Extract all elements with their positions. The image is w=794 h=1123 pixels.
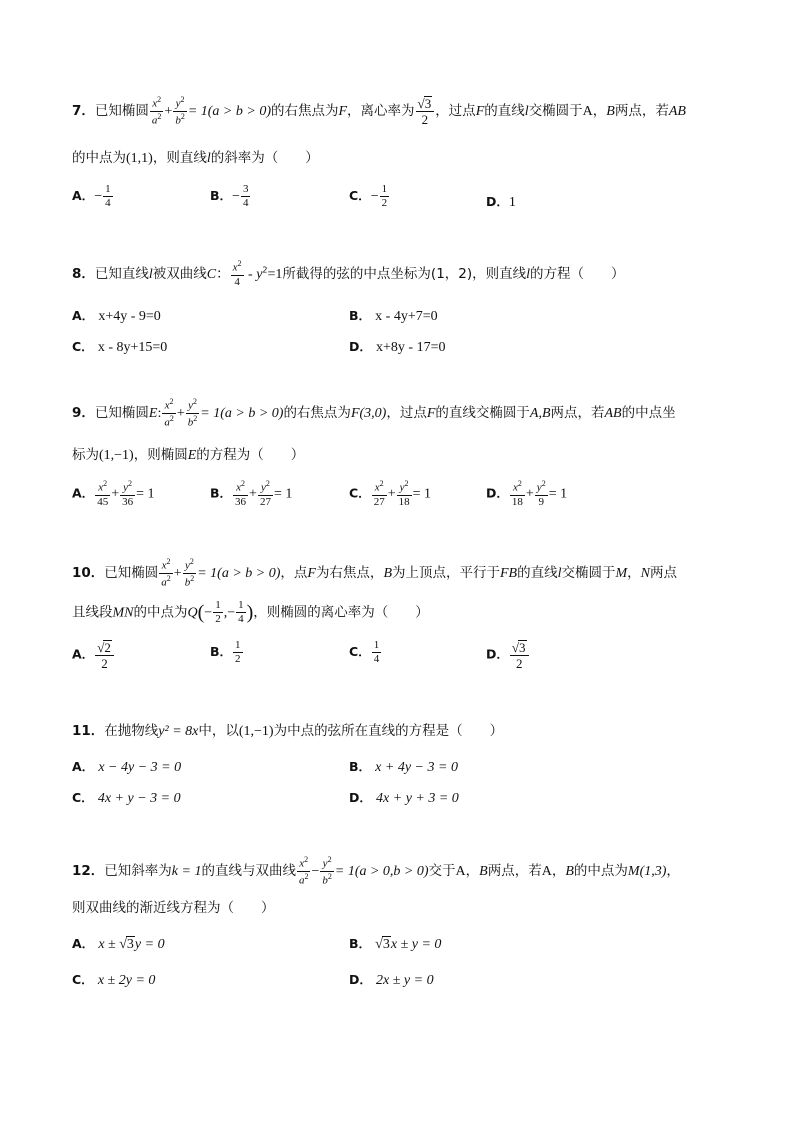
question-8-stem: 8．已知直线l被双曲线C： $\frac{x^2}{4}$ - $y^2=1$所截得的弦的中点坐标为(1，2)，则直线l的方程（ ） xyxy=(72,259,625,288)
eccentricity-fraction: $\frac{√3}{2}$ xyxy=(416,96,435,126)
question-10-stem: 10．已知椭圆 $\frac{x^2}{a^2}$ + $\frac{y^2}{b^2}$ = 1(a > b > 0)，点F为右焦点，B为上顶点，平行于FB的直线l交椭圆于M，N两点 xyxy=(72,557,678,589)
option-a[interactable]: A． x − 4y − 3 = 0 xyxy=(72,759,182,775)
question-9-stem-line2: 标为(1,−1)，则椭圆E的方程为（ ） xyxy=(72,447,305,463)
option-b[interactable]: B． x - 4y+7=0 xyxy=(349,308,438,324)
option-a[interactable]: A．− $\frac{1}{4}$ xyxy=(72,183,111,209)
option-d[interactable]: D． $\frac{x^2}{18}$ + $\frac{y^2}{9}$ = 1 xyxy=(486,479,568,508)
question-7-stem-line2: 的中点为(1,1)，则直线l的斜率为（ ） xyxy=(72,150,319,166)
option-c[interactable]: C． 4x + y − 3 = 0 xyxy=(72,790,181,806)
option-d[interactable]: D． 2x ± y = 0 xyxy=(349,972,434,988)
question-number: 7． xyxy=(72,103,95,120)
ellipse-term-x: $\frac{x^2}{a^2}$ xyxy=(151,95,162,127)
option-a[interactable]: A． $\frac{√2}{2}$ xyxy=(72,640,115,670)
question-12-stem: 12．已知斜率为k = 1的直线与双曲线 $\frac{x^2}{a^2}$ − $\frac{y^2}{b^2}$ = 1(a > 0,b > 0)交于A，B两点，若A，B的中点为M(1,3)， xyxy=(72,855,680,887)
option-b[interactable]: B．− $\frac{3}{4}$ xyxy=(210,183,249,209)
question-9-stem: 9．已知椭圆E: $\frac{x^2}{a^2}$ + $\frac{y^2}{b^2}$ = 1(a > b > 0)的右焦点为F(3,0)，过点F的直线交椭圆于A,B两点，若AB的中点坐 xyxy=(72,397,676,429)
option-c[interactable]: C． x - 8y+15=0 xyxy=(72,339,168,355)
option-a[interactable]: A． x ± √3y = 0 xyxy=(72,936,165,952)
hyperbola-term-x: $\frac{x^2}{4}$ xyxy=(232,259,242,288)
option-d[interactable]: D． $\frac{√3}{2}$ xyxy=(486,640,530,670)
option-c[interactable]: C． $\frac{1}{4}$ xyxy=(349,639,380,665)
option-b[interactable]: B． √3x ± y = 0 xyxy=(349,936,442,952)
option-d[interactable]: D． x+8y - 17=0 xyxy=(349,339,446,355)
question-7-stem: 7．已知椭圆 $\frac{x^2}{a^2}$ + $\frac{y^2}{b^2}$ = 1(a > b > 0)的右焦点为F，离心率为 $\frac{√3}{2}$ ，过点F的直线l交椭圆于A，B两点，若AB xyxy=(72,95,686,128)
option-d[interactable]: D． 4x + y + 3 = 0 xyxy=(349,790,459,806)
question-12-stem-line2: 则双曲线的渐近线方程为（ ） xyxy=(72,900,275,916)
ellipse-term-y: $\frac{y^2}{b^2}$ xyxy=(175,95,185,127)
option-b[interactable]: B． $\frac{x^2}{36}$ + $\frac{y^2}{27}$ = 1 xyxy=(210,479,293,508)
option-c[interactable]: C． $\frac{x^2}{27}$ + $\frac{y^2}{18}$ = 1 xyxy=(349,479,431,508)
question-10-stem-line2: 且线段MN的中点为Q(− $\frac{1}{2}$ ,− $\frac{1}{4}$ )，则椭圆的离心率为（ ） xyxy=(72,599,429,625)
option-b[interactable]: B． $\frac{1}{2}$ xyxy=(210,639,241,665)
option-d[interactable]: D．1 xyxy=(486,194,516,210)
option-b[interactable]: B． x + 4y − 3 = 0 xyxy=(349,759,458,775)
option-c[interactable]: C． x ± 2y = 0 xyxy=(72,972,156,988)
option-c[interactable]: C．− $\frac{1}{2}$ xyxy=(349,183,388,209)
question-11-stem: 11．在抛物线y² = 8x中，以(1,−1)为中点的弦所在直线的方程是（ ） xyxy=(72,723,504,739)
option-a[interactable]: A． x+4y - 9=0 xyxy=(72,308,161,324)
option-a[interactable]: A． $\frac{x^2}{45}$ + $\frac{y^2}{36}$ = 1 xyxy=(72,479,155,508)
